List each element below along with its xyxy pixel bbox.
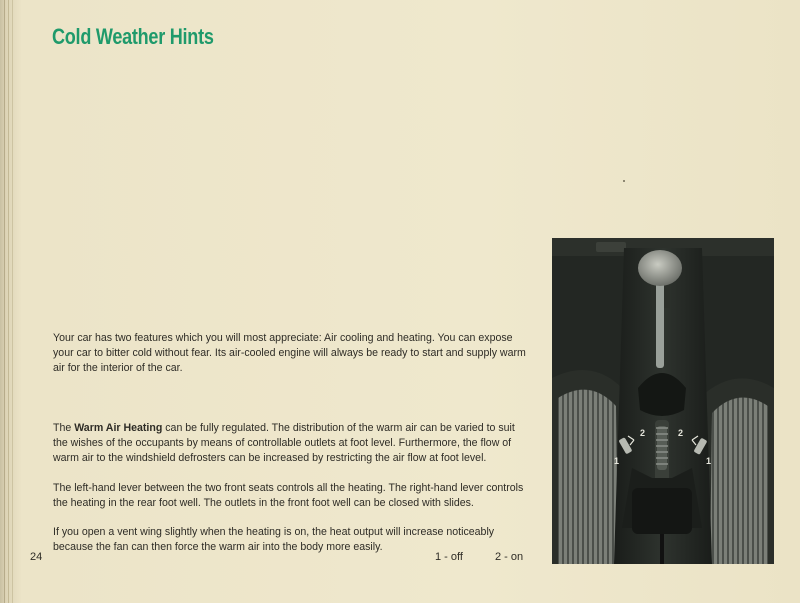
photo-label-right-1: 1: [706, 456, 712, 466]
photo-label-right-2: 2: [678, 428, 684, 438]
photo-label-left-1: 1: [614, 456, 620, 466]
vent-wing-paragraph: If you open a vent wing slightly when the heating is on, the heat output will increase noticeably because the fan can then force the warm air into the body more easily.: [53, 526, 495, 553]
intro-paragraph: Your car has two features which you will most appreciate: Air cooling and heating. You can expose your car to bitter cold without fear. Its air-cooled engine will always be ready to start and supply warm air for the interior of the car.: [53, 332, 526, 374]
page-number: 24: [30, 551, 43, 563]
warm-air-lead: The: [53, 422, 75, 434]
levers-paragraph: The left-hand lever between the two front seats controls all the heating. The right-hand lever controls the heating in the rear foot well. The outlets in the front foot well can be closed with slides.: [53, 482, 524, 509]
photo-label-left-2: 2: [640, 428, 646, 438]
heater-levers-photo: [552, 238, 774, 564]
page-edge-line: [8, 0, 9, 603]
legend-off: 1 - off: [435, 551, 463, 563]
heater-levers-illustration: [552, 238, 774, 564]
warm-air-text: can be fully regulated. The distribution of the warm air can be varied to suit the wishes of the occupants by means of controllable outlets at foot level. Furthermore, the flow of warm air to the windshield defrosters can be increased by restricting the air flow at foot level.: [53, 422, 515, 464]
page-title: Cold Weather Hints: [52, 24, 214, 49]
page-edge-line: [12, 0, 13, 603]
warm-air-heading: Warm Air Heating: [74, 422, 163, 434]
warm-air-paragraph: [53, 421, 527, 466]
left-seat: [558, 390, 618, 564]
page-edge-line: [4, 0, 5, 603]
paper-speck: [623, 180, 625, 182]
right-seat: [710, 397, 768, 564]
legend-on: 2 - on: [495, 551, 524, 563]
shift-lever: [656, 278, 664, 368]
shift-knob: [638, 250, 682, 286]
